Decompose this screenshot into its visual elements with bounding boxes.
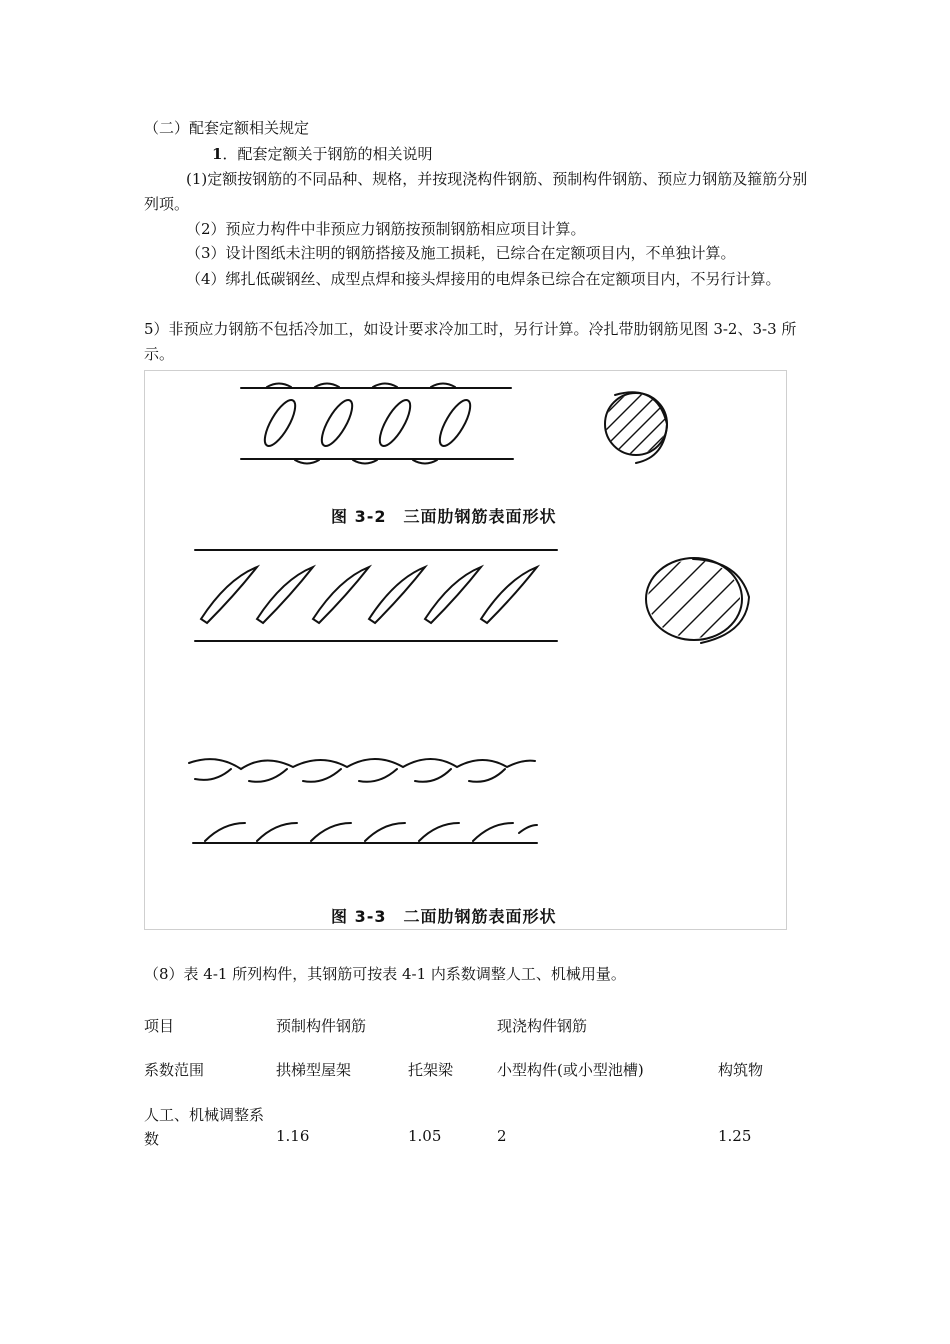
fig33-cross-section-rib (693, 559, 749, 643)
fig32-top-rib (431, 384, 455, 388)
paragraph-2: （2）预应力构件中非预应力钢筋按预制钢筋相应项目计算。 (186, 220, 586, 238)
fig32-bottom-rib (413, 460, 437, 464)
rebar-figure (144, 370, 787, 930)
fig32-rib-oval (374, 396, 416, 450)
fig32-rib-oval (259, 396, 301, 450)
fig33a-rib (257, 567, 313, 623)
fig32-bottom-rib (295, 460, 319, 464)
fig33b-upper-rib (195, 769, 505, 782)
rebar-illustration (145, 371, 788, 931)
table-cell: 小型构件(或小型池槽) (497, 1061, 644, 1079)
fig32-top-rib (315, 384, 339, 388)
table-cell: 现浇构件钢筋 (497, 1017, 588, 1035)
table-cell: 拱梯型屋架 (276, 1061, 352, 1079)
fig32-top-rib (373, 384, 397, 388)
table-cell: 托架梁 (408, 1061, 454, 1079)
fig33a-rib (369, 567, 425, 623)
table-cell: 人工、机械调整系数 (144, 1106, 265, 1148)
fig32-rib-oval (434, 396, 476, 450)
table-cell: 1.25 (718, 1127, 752, 1145)
fig32-rib-oval (316, 396, 358, 450)
paragraph-4: （4）绑扎低碳钢丝、成型点焊和接头焊接用的电焊条已综合在定额项目内，不另行计算。 (186, 270, 781, 288)
paragraph-3: （3）设计图纸未注明的钢筋搭接及施工损耗，已综合在定额项目内，不单独计算。 (186, 244, 736, 262)
fig33b-upper-bar (189, 759, 535, 769)
table-cell: 项目 (144, 1017, 175, 1035)
paragraph-8: （8）表 4-1 所列构件，其钢筋可按表 4-1 内系数调整人工、机械用量。 (144, 965, 626, 983)
fig32-bottom-rib (353, 460, 377, 464)
fig32-caption: 图 3-2 三面肋钢筋表面形状 (331, 507, 557, 526)
fig32-top-rib (267, 384, 291, 388)
fig33b-lower-rib (205, 823, 537, 841)
fig33-hatching (591, 513, 777, 699)
table-cell: 2 (497, 1127, 507, 1145)
fig33a-rib (425, 567, 481, 623)
fig33-cross-section (646, 558, 742, 640)
table-cell: 预制构件钢筋 (276, 1017, 367, 1035)
subheading: 1．配套定额关于钢筋的相关说明 (212, 145, 433, 163)
paragraph-5: 5）非预应力钢筋不包括冷加工，如设计要求冷加工时，另行计算。冷扎带肋钢筋见图 3-2、3-3 所示。 (144, 320, 797, 363)
fig33-caption: 图 3-3 二面肋钢筋表面形状 (331, 907, 557, 926)
section-heading: （二）配套定额相关规定 (144, 119, 310, 137)
fig33a-rib (481, 567, 537, 623)
fig33a-rib (313, 567, 369, 623)
table-cell: 1.16 (276, 1127, 310, 1145)
table-cell: 1.05 (408, 1127, 442, 1145)
fig33a-rib (201, 567, 257, 623)
table-cell: 构筑物 (718, 1061, 764, 1079)
table-cell: 系数范围 (144, 1061, 205, 1079)
subheading-text: 配套定额关于钢筋的相关说明 (237, 145, 433, 163)
subheading-number: 1 (212, 145, 223, 163)
paragraph-1: (1)定额按钢筋的不同品种、规格，并按现浇构件钢筋、预制构件钢筋、预应力钢筋及箍筋分别列项。 (144, 170, 808, 213)
